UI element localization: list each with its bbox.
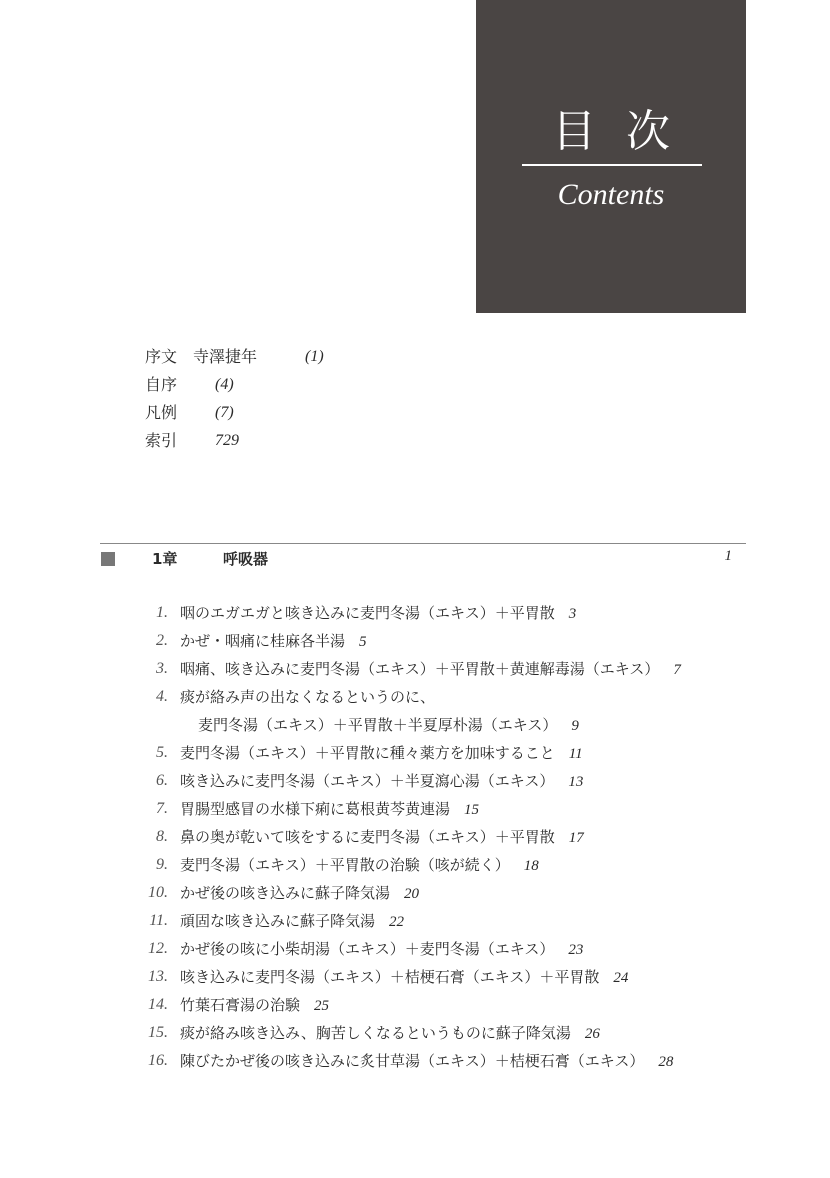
entry-title: 痰が絡み声の出なくなるというのに、 — [180, 688, 436, 706]
entry-number: 8. — [156, 828, 168, 845]
entry-title: 頑固な咳き込みに蘇子降気湯 — [180, 912, 376, 930]
entry-title: 咽痛、咳き込みに麦門冬湯（エキス）＋平胃散＋黄連解毒湯（エキス） — [180, 660, 660, 678]
entry-page: 15 — [464, 802, 480, 818]
entry-text — [180, 993, 329, 1018]
toc-entry[interactable] — [100, 1021, 746, 1049]
entry-text — [180, 937, 583, 962]
entry-number: 7. — [156, 800, 168, 817]
entry-text — [180, 685, 449, 710]
front-matter-label: 序文 寺澤捷年 — [145, 347, 258, 366]
entry-title: 竹葉石膏湯の治験 — [180, 996, 301, 1014]
entry-text — [180, 797, 479, 822]
entry-number: 5. — [156, 744, 168, 761]
front-matter-page: (4) — [215, 376, 234, 393]
page-subtitle: Contents — [557, 178, 665, 211]
page-title: 目次 — [552, 106, 700, 157]
toc-entry[interactable] — [100, 713, 746, 741]
entry-text — [180, 1049, 673, 1074]
entry-number: 16. — [148, 1052, 168, 1069]
entry-number: 2. — [156, 632, 168, 649]
entry-number: 4. — [156, 688, 168, 705]
entry-title: 咳き込みに麦門冬湯（エキス）＋半夏瀉心湯（エキス） — [180, 772, 555, 790]
entry-page: 26 — [584, 1026, 600, 1042]
square-bullet-icon — [101, 552, 115, 566]
toc-entry[interactable] — [100, 965, 746, 993]
entry-title: 麦門冬湯（エキス）＋平胃散に種々薬方を加味すること — [180, 744, 555, 762]
entry-title: 胃腸型感冒の水様下痢に葛根黄芩黄連湯 — [180, 800, 451, 818]
entry-title: 陳びたかぜ後の咳き込みに炙甘草湯（エキス）＋桔梗石膏（エキス） — [180, 1052, 645, 1070]
entry-number: 1. — [156, 604, 168, 621]
entry-text — [180, 825, 584, 850]
contents-header-block — [476, 0, 746, 313]
entry-text — [180, 909, 404, 934]
toc-entry[interactable] — [100, 769, 746, 797]
front-matter-label: 凡例 — [145, 403, 178, 422]
entry-number: 6. — [156, 772, 168, 789]
entry-title: 痰が絡み咳き込み、胸苦しくなるというものに蘇子降気湯 — [180, 1024, 571, 1042]
front-matter-page: 729 — [215, 432, 239, 449]
front-matter-item[interactable] — [145, 374, 257, 402]
chapter-page: 1 — [724, 548, 732, 564]
entry-text — [180, 601, 576, 626]
entry-page: 3 — [568, 606, 577, 622]
toc-entry[interactable] — [100, 741, 746, 769]
entry-text — [180, 881, 419, 906]
entry-title: 麦門冬湯（エキス）＋平胃散の治験（咳が続く） — [180, 856, 510, 874]
title-divider — [522, 164, 702, 166]
toc-entry[interactable] — [100, 937, 746, 965]
front-matter-label: 索引 — [145, 431, 178, 450]
entry-number: 3. — [156, 660, 168, 677]
toc-entry[interactable] — [100, 601, 746, 629]
entry-number: 10. — [148, 884, 168, 901]
chapter-title: 呼吸器 — [223, 550, 269, 568]
entry-page: 20 — [404, 886, 420, 902]
entry-title: 咳き込みに麦門冬湯（エキス）＋桔梗石膏（エキス）＋平胃散 — [180, 968, 600, 986]
entry-page: 28 — [658, 1054, 674, 1070]
front-matter-list — [145, 346, 324, 458]
entry-page: 18 — [523, 858, 539, 874]
entry-page: 9 — [571, 718, 579, 734]
toc-entry[interactable] — [100, 657, 746, 685]
entry-title: 咽のエガエガと咳き込みに麦門冬湯（エキス）＋平胃散 — [180, 604, 555, 622]
chapter-number: 1章 — [152, 550, 178, 568]
entry-page: 11 — [568, 746, 583, 762]
entry-text — [180, 741, 583, 766]
entry-text — [198, 713, 579, 738]
entry-text — [180, 965, 628, 990]
chapter-divider — [100, 543, 746, 544]
entry-page: 5 — [359, 634, 367, 650]
entry-page: 23 — [568, 942, 584, 958]
toc-entry[interactable] — [100, 1049, 746, 1077]
toc-entry[interactable] — [100, 685, 746, 713]
chapter-heading[interactable] — [100, 548, 746, 570]
toc-entry[interactable] — [100, 825, 746, 853]
entry-number: 9. — [156, 856, 168, 873]
entry-title: 麦門冬湯（エキス）＋平胃散＋半夏厚朴湯（エキス） — [198, 716, 558, 734]
entry-number: 13. — [148, 968, 168, 985]
entry-text — [180, 769, 583, 794]
entry-text — [180, 657, 681, 682]
entry-title: かぜ・咽痛に桂麻各半湯 — [180, 632, 346, 650]
entry-text — [180, 853, 539, 878]
toc-entry[interactable] — [100, 909, 746, 937]
entry-number: 15. — [148, 1024, 168, 1041]
front-matter-item[interactable] — [145, 430, 257, 458]
toc-entry[interactable] — [100, 797, 746, 825]
entry-page: 13 — [568, 774, 584, 790]
entry-title: 鼻の奥が乾いて咳をするに麦門冬湯（エキス）＋平胃散 — [180, 828, 555, 846]
entry-page: 24 — [613, 970, 629, 986]
toc-entries — [100, 601, 746, 1077]
toc-entry[interactable] — [100, 629, 746, 657]
entry-page: 25 — [314, 998, 330, 1014]
entry-title: かぜ後の咳に小柴胡湯（エキス）＋麦門冬湯（エキス） — [180, 940, 555, 958]
front-matter-item[interactable] — [145, 402, 257, 430]
front-matter-page: (1) — [305, 348, 324, 365]
entry-title: かぜ後の咳き込みに蘇子降気湯 — [180, 884, 391, 902]
front-matter-page: (7) — [215, 404, 234, 421]
entry-page: 17 — [568, 830, 584, 846]
entry-number: 12. — [148, 940, 168, 957]
entry-text — [180, 629, 367, 654]
toc-entry[interactable] — [100, 881, 746, 909]
toc-entry[interactable] — [100, 993, 746, 1021]
toc-entry[interactable] — [100, 853, 746, 881]
entry-number: 14. — [148, 996, 168, 1013]
front-matter-label: 自序 — [145, 375, 178, 394]
front-matter-item[interactable] — [145, 346, 324, 374]
entry-text — [180, 1021, 600, 1046]
entry-page: 7 — [673, 662, 681, 678]
entry-number: 11. — [149, 912, 168, 929]
entry-page: 22 — [389, 914, 405, 930]
